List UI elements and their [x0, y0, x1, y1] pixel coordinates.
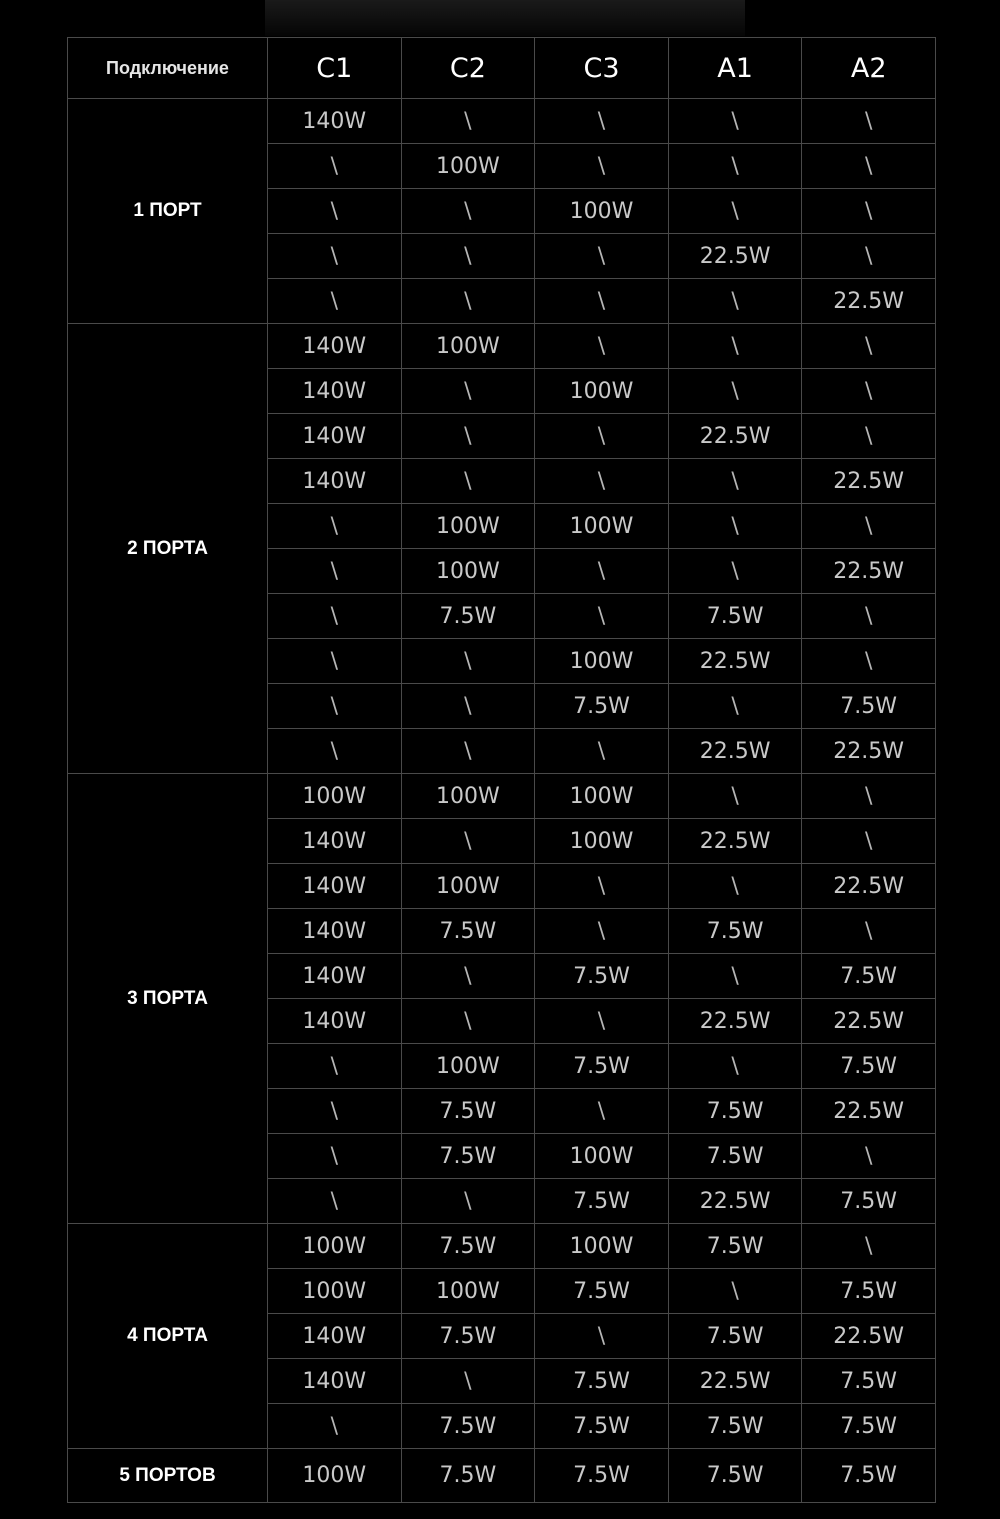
power-cell-a1: 22.5W — [668, 819, 802, 864]
power-cell-a2: \ — [802, 189, 936, 234]
power-cell-a1: 22.5W — [668, 414, 802, 459]
table-row — [68, 1449, 936, 1503]
power-cell-c3: 100W — [535, 504, 669, 549]
power-cell-c3: 7.5W — [535, 1359, 669, 1404]
table-row — [68, 774, 936, 819]
power-cell-a1: 7.5W — [668, 1314, 802, 1359]
power-cell-c1: \ — [268, 1134, 402, 1179]
power-cell-a2: \ — [802, 324, 936, 369]
power-cell-c1: \ — [268, 1089, 402, 1134]
power-cell-a2: \ — [802, 99, 936, 144]
power-cell-a1: \ — [668, 459, 802, 504]
power-cell-a1: \ — [668, 1269, 802, 1314]
power-cell-c3: 100W — [535, 369, 669, 414]
power-cell-c3: \ — [535, 549, 669, 594]
power-cell-a1: 22.5W — [668, 999, 802, 1044]
power-cell-a1: \ — [668, 684, 802, 729]
power-cell-c3: 100W — [535, 1224, 669, 1269]
power-cell-a2: 7.5W — [802, 1269, 936, 1314]
power-cell-c3: 100W — [535, 639, 669, 684]
power-cell-c3: \ — [535, 324, 669, 369]
power-cell-c1: 140W — [268, 819, 402, 864]
power-cell-a1: 22.5W — [668, 234, 802, 279]
power-cell-c2: 7.5W — [401, 909, 535, 954]
power-cell-c3: 7.5W — [535, 1044, 669, 1089]
power-cell-c2: 100W — [401, 1044, 535, 1089]
power-cell-c2: 100W — [401, 864, 535, 909]
power-cell-c2: 100W — [401, 324, 535, 369]
power-cell-c2: 100W — [401, 549, 535, 594]
power-cell-c2: \ — [401, 729, 535, 774]
power-cell-a2: \ — [802, 1224, 936, 1269]
power-cell-a2: 22.5W — [802, 459, 936, 504]
power-cell-a1: \ — [668, 549, 802, 594]
power-cell-c1: \ — [268, 504, 402, 549]
power-cell-a2: 22.5W — [802, 999, 936, 1044]
power-cell-c3: \ — [535, 414, 669, 459]
power-cell-c2: \ — [401, 414, 535, 459]
power-cell-a1: 22.5W — [668, 639, 802, 684]
table-row — [68, 99, 936, 144]
power-cell-c2: 100W — [401, 144, 535, 189]
power-cell-c3: 100W — [535, 774, 669, 819]
power-cell-a1: 7.5W — [668, 1224, 802, 1269]
power-distribution-table — [67, 37, 936, 1503]
power-cell-c2: 100W — [401, 504, 535, 549]
power-cell-c3: \ — [535, 459, 669, 504]
port-header-c2: C2 — [401, 38, 535, 99]
table-row — [68, 1224, 936, 1269]
power-cell-a2: 22.5W — [802, 864, 936, 909]
power-cell-c2: \ — [401, 954, 535, 999]
power-cell-a1: 7.5W — [668, 1134, 802, 1179]
power-cell-c2: \ — [401, 459, 535, 504]
power-cell-a2: 22.5W — [802, 729, 936, 774]
power-cell-c1: 100W — [268, 774, 402, 819]
power-cell-a1: \ — [668, 369, 802, 414]
power-cell-c3: 7.5W — [535, 1269, 669, 1314]
power-cell-c2: 7.5W — [401, 1449, 535, 1503]
power-cell-a1: \ — [668, 279, 802, 324]
power-cell-c1: 100W — [268, 1449, 402, 1503]
power-cell-a2: \ — [802, 819, 936, 864]
power-cell-c2: \ — [401, 189, 535, 234]
power-cell-c3: 7.5W — [535, 1449, 669, 1503]
power-cell-a2: \ — [802, 144, 936, 189]
power-cell-a2: 7.5W — [802, 1044, 936, 1089]
power-cell-c3: 7.5W — [535, 1404, 669, 1449]
power-cell-a2: \ — [802, 909, 936, 954]
power-cell-c1: 140W — [268, 99, 402, 144]
power-cell-c1: \ — [268, 1179, 402, 1224]
power-cell-c1: 100W — [268, 1269, 402, 1314]
power-cell-c2: \ — [401, 819, 535, 864]
power-cell-c1: 140W — [268, 999, 402, 1044]
power-cell-a2: 7.5W — [802, 1179, 936, 1224]
power-cell-c2: \ — [401, 999, 535, 1044]
power-cell-a1: 22.5W — [668, 1359, 802, 1404]
power-cell-c2: \ — [401, 639, 535, 684]
power-cell-c3: \ — [535, 594, 669, 639]
power-cell-c3: \ — [535, 1314, 669, 1359]
power-cell-c3: 7.5W — [535, 1179, 669, 1224]
power-cell-a2: \ — [802, 639, 936, 684]
power-cell-c2: 7.5W — [401, 1134, 535, 1179]
header-row — [68, 38, 936, 99]
power-cell-c3: \ — [535, 864, 669, 909]
power-cell-a2: 22.5W — [802, 279, 936, 324]
power-cell-c3: \ — [535, 729, 669, 774]
power-cell-a2: 7.5W — [802, 684, 936, 729]
connection-header: Подключение — [68, 38, 268, 99]
group-label: 1 ПОРТ — [68, 99, 268, 324]
power-cell-c2: \ — [401, 234, 535, 279]
power-cell-c3: \ — [535, 234, 669, 279]
power-cell-c2: 7.5W — [401, 1089, 535, 1134]
power-cell-a2: \ — [802, 414, 936, 459]
power-cell-c3: 100W — [535, 819, 669, 864]
power-cell-c1: 140W — [268, 1314, 402, 1359]
power-cell-a1: 7.5W — [668, 909, 802, 954]
power-cell-a2: 22.5W — [802, 1089, 936, 1134]
power-cell-a1: 7.5W — [668, 1449, 802, 1503]
power-cell-a2: \ — [802, 1134, 936, 1179]
power-cell-c1: 100W — [268, 1224, 402, 1269]
power-cell-c3: 7.5W — [535, 684, 669, 729]
power-cell-c2: 100W — [401, 1269, 535, 1314]
power-cell-c3: \ — [535, 1089, 669, 1134]
power-cell-a2: 22.5W — [802, 549, 936, 594]
group-label: 5 ПОРТОВ — [68, 1449, 268, 1503]
port-header-a2: A2 — [802, 38, 936, 99]
power-cell-c1: \ — [268, 144, 402, 189]
power-cell-c1: 140W — [268, 1359, 402, 1404]
power-cell-c1: \ — [268, 729, 402, 774]
group-label: 2 ПОРТА — [68, 324, 268, 774]
power-cell-c1: \ — [268, 639, 402, 684]
power-cell-a1: \ — [668, 189, 802, 234]
power-cell-c3: \ — [535, 144, 669, 189]
power-cell-c3: \ — [535, 909, 669, 954]
power-cell-a1: 22.5W — [668, 729, 802, 774]
power-cell-a1: 22.5W — [668, 1179, 802, 1224]
power-cell-a2: \ — [802, 369, 936, 414]
power-cell-a1: \ — [668, 324, 802, 369]
port-header-c3: C3 — [535, 38, 669, 99]
power-cell-c2: \ — [401, 279, 535, 324]
power-cell-c1: \ — [268, 684, 402, 729]
power-cell-a2: 7.5W — [802, 1359, 936, 1404]
power-cell-a1: \ — [668, 99, 802, 144]
power-cell-c1: \ — [268, 1044, 402, 1089]
power-cell-c1: 140W — [268, 909, 402, 954]
power-cell-c1: \ — [268, 594, 402, 639]
power-cell-a2: \ — [802, 594, 936, 639]
power-cell-a2: \ — [802, 774, 936, 819]
power-cell-c2: \ — [401, 369, 535, 414]
power-cell-c1: 140W — [268, 324, 402, 369]
power-cell-c3: 100W — [535, 189, 669, 234]
power-cell-c2: 100W — [401, 774, 535, 819]
group-label: 4 ПОРТА — [68, 1224, 268, 1449]
power-cell-a1: \ — [668, 774, 802, 819]
power-cell-c3: 7.5W — [535, 954, 669, 999]
port-header-c1: C1 — [268, 38, 402, 99]
power-cell-a2: \ — [802, 234, 936, 279]
power-cell-a1: \ — [668, 864, 802, 909]
top-shadow-decoration — [265, 0, 745, 36]
power-cell-a2: 7.5W — [802, 1404, 936, 1449]
power-cell-c1: 140W — [268, 954, 402, 999]
power-cell-a2: 22.5W — [802, 1314, 936, 1359]
power-cell-c1: 140W — [268, 459, 402, 504]
table-row — [68, 324, 936, 369]
power-cell-c2: \ — [401, 684, 535, 729]
power-cell-c3: \ — [535, 279, 669, 324]
port-header-a1: A1 — [668, 38, 802, 99]
power-cell-a1: \ — [668, 144, 802, 189]
power-cell-c1: \ — [268, 549, 402, 594]
power-cell-c3: \ — [535, 99, 669, 144]
power-cell-c1: \ — [268, 1404, 402, 1449]
power-cell-c1: 140W — [268, 369, 402, 414]
power-cell-c2: 7.5W — [401, 594, 535, 639]
group-label: 3 ПОРТА — [68, 774, 268, 1224]
power-cell-c2: 7.5W — [401, 1224, 535, 1269]
table-body — [68, 99, 936, 1503]
power-cell-a1: \ — [668, 1044, 802, 1089]
power-cell-c1: \ — [268, 189, 402, 234]
power-cell-c2: \ — [401, 1359, 535, 1404]
power-cell-a2: 7.5W — [802, 1449, 936, 1503]
power-cell-c1: 140W — [268, 414, 402, 459]
power-cell-a1: \ — [668, 954, 802, 999]
power-cell-c2: 7.5W — [401, 1314, 535, 1359]
power-cell-a2: 7.5W — [802, 954, 936, 999]
power-cell-c1: 140W — [268, 864, 402, 909]
power-cell-c3: \ — [535, 999, 669, 1044]
power-cell-a1: 7.5W — [668, 1089, 802, 1134]
power-cell-c1: \ — [268, 234, 402, 279]
power-cell-c2: \ — [401, 99, 535, 144]
power-cell-a2: \ — [802, 504, 936, 549]
power-cell-a1: \ — [668, 504, 802, 549]
power-cell-a1: 7.5W — [668, 594, 802, 639]
power-cell-c1: \ — [268, 279, 402, 324]
power-cell-c2: 7.5W — [401, 1404, 535, 1449]
power-cell-c3: 100W — [535, 1134, 669, 1179]
power-cell-a1: 7.5W — [668, 1404, 802, 1449]
power-cell-c2: \ — [401, 1179, 535, 1224]
